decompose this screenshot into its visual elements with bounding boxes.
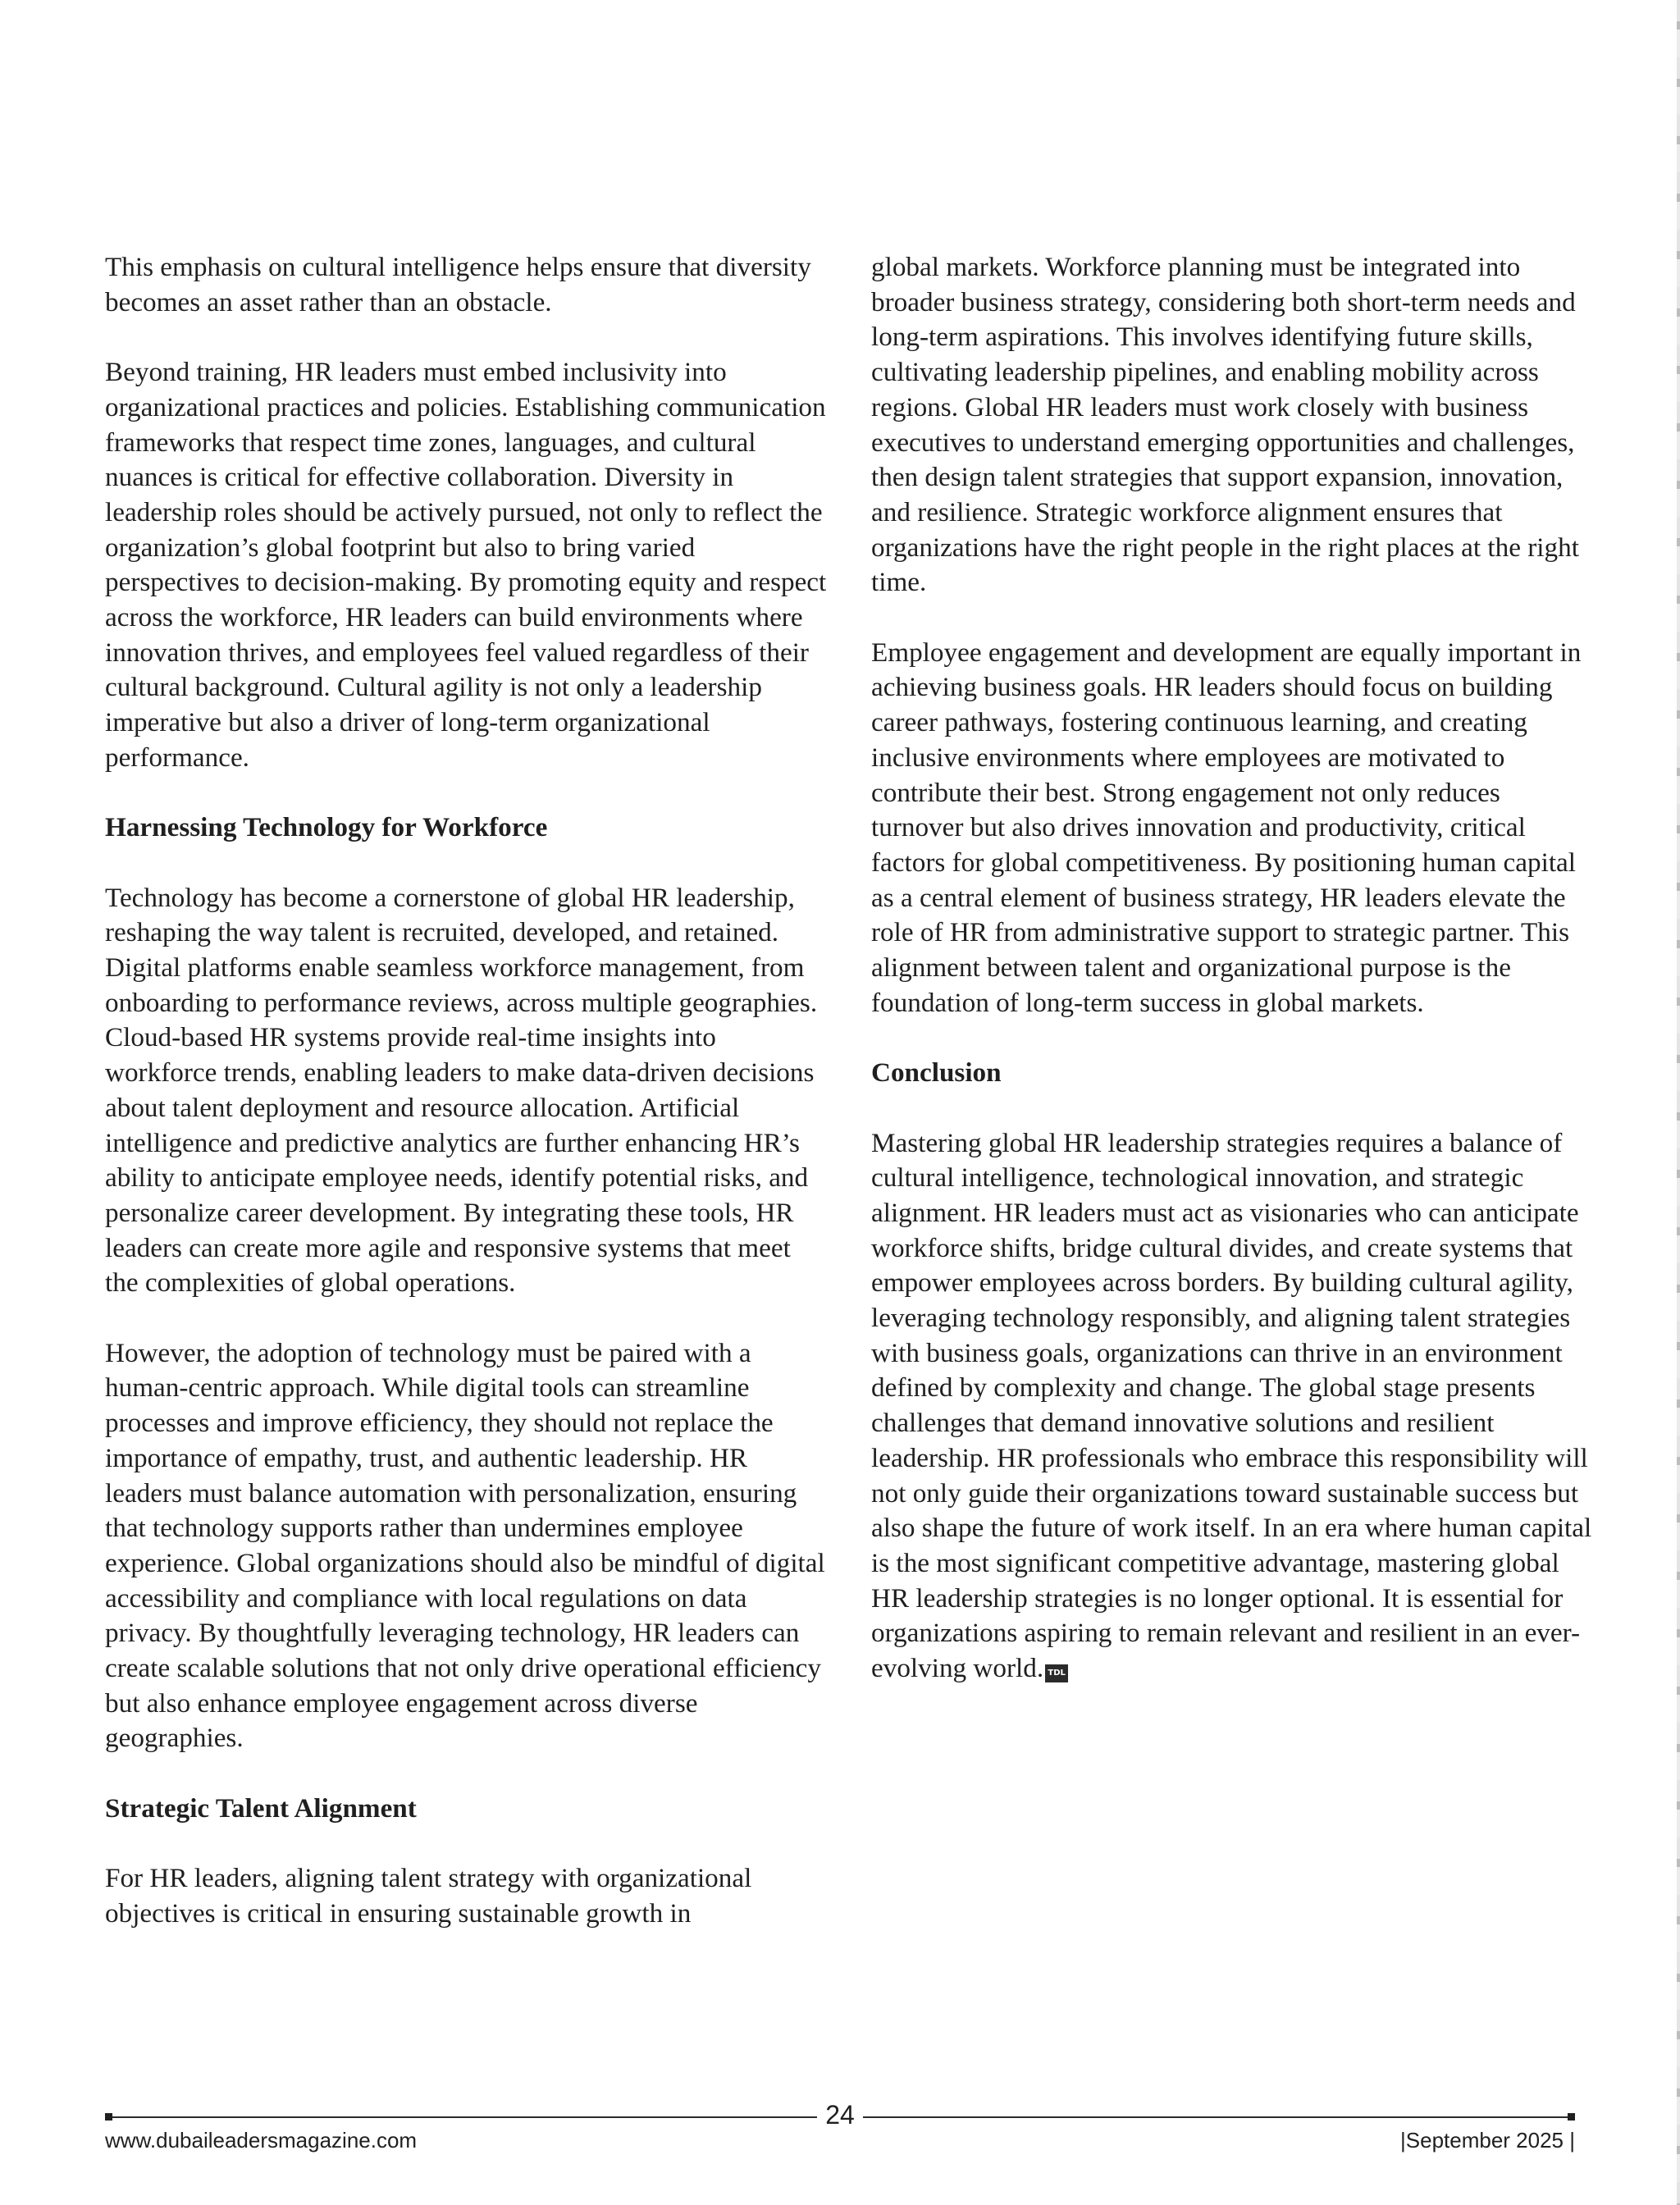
footer-rule-end-marker (1568, 2113, 1575, 2121)
footer-date: |September 2025 | (1400, 2128, 1575, 2152)
footer-rule-end-marker (105, 2113, 112, 2121)
paragraph: global markets. Workforce planning must be integrated into broader business strategy, considering both short-term needs and long-term aspirations. This involves identifying future skills, cultivating leadership pipelines, and enabling mobility across regions. Global HR leaders must work closely with business executives to understand emerging opportunities and challenges, then design talent strategies that support expansion, innovation, and resilience. Strategic workforce alignment ensures that organizations have the right people in the right places at the right time. (871, 252, 1579, 598)
paragraph: This emphasis on cultural intelligence helps ensure that diversity becomes an asset rather than an obstacle. (105, 252, 811, 317)
paragraph: However, the adoption of technology must be paired with a human-centric approach. While digital tools can streamline processes and improve efficiency, they should not replace the importance of empathy, trust, and authentic leadership. HR leaders must balance automation with personalization, ensuring that technology supports rather than undermines employee experience. Global organizations should also be mindful of digital accessibility and compliance with local regulations on data privacy. By thoughtfully leveraging technology, HR leaders can create scalable solutions that not only drive operational efficiency but also enhance employee engagement across diverse geographies. (105, 1337, 825, 1754)
section-heading-technology: Harnessing Technology for Workforce (105, 812, 548, 843)
footer-rule-right (863, 2116, 1572, 2118)
paragraph: Employee engagement and development are equally important in achieving business goals. HR leaders should focus on building career pathways, fostering continuous learning, and creating inclusive environments where employees are motivated to contribute their best. Strong engagement not only reduces turnover but also drives innovation and productivity, critical factors for global competitiveness. By positioning human capital as a central element of business strategy, HR leaders elevate the role of HR from administrative support to strategic partner. This alignment between talent and organizational purpose is the foundation of long-term success in global markets. (871, 637, 1582, 1018)
footer-url-link[interactable]: www.dubaileadersmagazine.com (105, 2128, 418, 2152)
conclusion-text: Mastering global HR leadership strategies requires a balance of cultural intelligence, technological innovation, and strategic alignment. HR leaders must act as visionaries who can anticipate workforce shifts, bridge cultural divides, and create systems that empower employees across borders. By building cultural agility, leveraging technology responsibly, and aligning talent strategies with business goals, organizations can thrive in an environment defined by complexity and change. The global stage presents challenges that demand innovative solutions and resilient leadership. HR professionals who embrace this responsibility will not only guide their organizations toward sustainable success but also shape the future of work itself. In an era where human capital is the most significant competitive advantage, mastering global HR leadership strategies is no longer optional. It is essential for organizations aspiring to remain relevant and resilient in an ever-evolving world. (871, 1127, 1592, 1684)
page-edge (1677, 0, 1680, 2205)
paragraph: Beyond training, HR leaders must embed inclusivity into organizational practices and policies. Establishing communication frameworks that respect time zones, languages, and cultural nuances is critical for effective collaboration. Diversity in leadership roles should be actively pursued, not only to reflect the organization’s global footprint but also to bring varied perspectives to decision-making. By promoting equity and respect across the workforce, HR leaders can build environments where innovation thrives, and employees feel valued regardless of their cultural background. Cultural agility is not only a leadership imperative but also a driver of long-term organizational performance. (105, 357, 827, 773)
footer-rule-left (105, 2116, 817, 2118)
section-heading-conclusion: Conclusion (871, 1057, 1002, 1089)
paragraph (871, 1126, 1593, 1687)
paragraph: Technology has become a cornerstone of global HR leadership, reshaping the way talent is recruited, developed, and retained. Digital platforms enable seamless workforce management, from onboarding to performance reviews, across multiple geographies. Cloud-based HR systems provide real-time insights into workforce trends, enabling leaders to make data-driven decisions about talent deployment and resource allocation. Artificial intelligence and predictive analytics are further enhancing HR’s ability to anticipate employee needs, identify potential risks, and personalize career development. By integrating these tools, HR leaders can create more agile and responsive systems that meet the complexities of global operations. (105, 882, 818, 1299)
right-column (871, 250, 1593, 1721)
section-heading-talent-alignment: Strategic Talent Alignment (105, 1792, 417, 1824)
page-number: 24 (825, 2100, 855, 2130)
tdl-logo-icon: TDL (1045, 1664, 1068, 1682)
paragraph: For HR leaders, aligning talent strategy with organizational objectives is critical in ensuring sustainable growth in (105, 1863, 752, 1929)
left-column (105, 250, 827, 1966)
